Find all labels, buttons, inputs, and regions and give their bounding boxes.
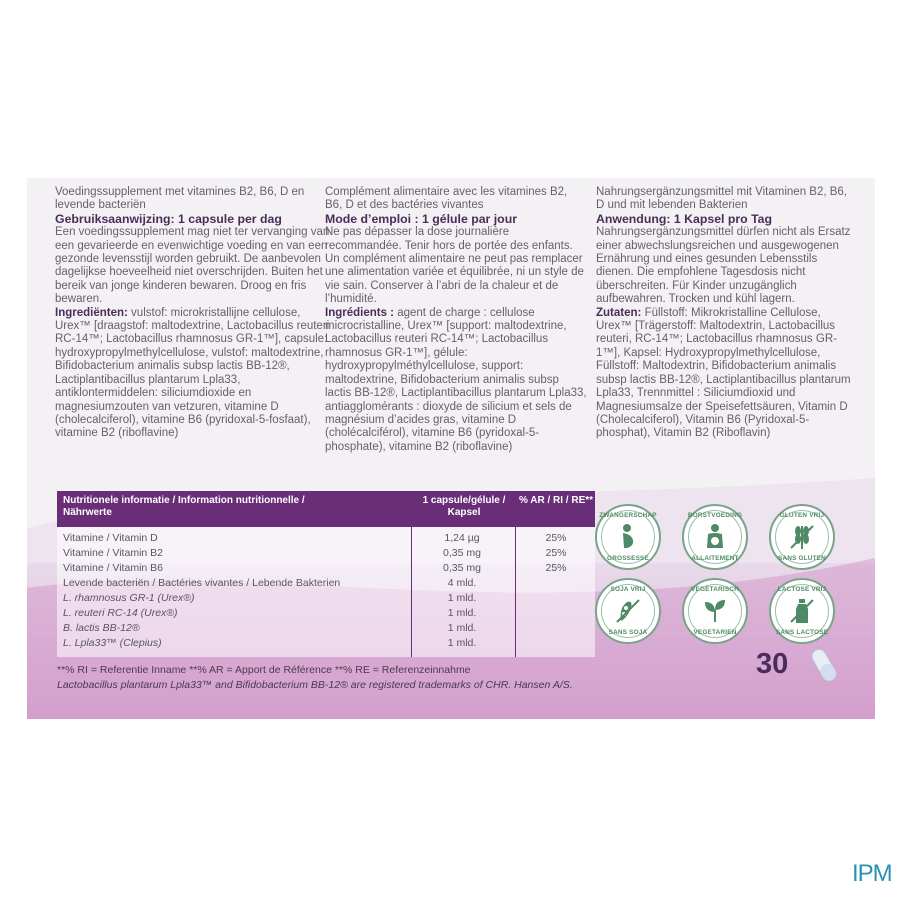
row-name: L. rhamnosus GR-1 (Urex®): [63, 592, 195, 604]
row-name: L. reuteri RC-14 (Urex®): [63, 607, 178, 619]
column-french: [325, 186, 587, 454]
nutrition-table: [57, 491, 595, 655]
row-amount: 1,24 µg: [444, 532, 480, 544]
badge-bottom-text: ALLAITEMENT: [691, 555, 739, 562]
nl-ingredients-title: Ingrediënten:: [55, 306, 128, 319]
table-row: [57, 636, 595, 650]
nl-usage-text: Een voedingssupplement mag niet ter vervanging van een gevarieerde en evenwichtige voeding en van een gezonde levensstijl worden gebruikt. De aanbevolen dagelijkse hoeveelheid niet overschrijden. Buiten het bereik van jonge kinderen bewaren. Droog en fris bewaren.: [55, 226, 330, 306]
ipm-logo: IPM: [852, 860, 892, 887]
row-name: Vitamine / Vitamin B2: [63, 547, 163, 559]
table-row: [57, 591, 595, 605]
row-name: B. lactis BB-12®: [63, 622, 140, 634]
wheat-icon: [787, 522, 817, 552]
row-amount: 0,35 mg: [443, 547, 481, 559]
badge-breastfeeding: [682, 504, 748, 570]
row-ri: 25%: [545, 562, 567, 574]
capsule-count: 30: [756, 648, 789, 680]
row-name: Vitamine / Vitamin D: [63, 532, 158, 544]
pregnancy-icon: [613, 522, 643, 552]
table-row: [57, 531, 595, 545]
de-usage-title: Anwendung: 1 Kapsel pro Tag: [596, 211, 773, 226]
badge-lactose-free: [769, 578, 835, 644]
badge-soy-free: [595, 578, 661, 644]
row-ri: 25%: [545, 547, 567, 559]
row-name: Levende bacteriën / Bactéries vivantes / Lebende Bakterien: [63, 577, 341, 589]
header-label: Nutritionele informatie / Information nutritionnelle / Nährwerte: [63, 495, 305, 518]
header-dose: 1 capsule/gélule / Kapsel: [422, 495, 506, 518]
row-ri: 25%: [545, 532, 567, 544]
row-amount: 4 mld.: [447, 577, 477, 589]
leaf-icon: [700, 596, 730, 626]
badge-top-text: VEGETARISCH: [691, 586, 739, 593]
fr-usage-text: Ne pas dépasser la dose journalière recommandée. Tenir hors de portée des enfants. Un complément alimentaire ne peut pas remplacer une alimentation variée et équilibrée, ni un style de vie sain. Conserver à l’abri de la chaleur et de l’humidité.: [325, 226, 584, 306]
badge-gluten-free: [769, 504, 835, 570]
package-back-panel: [27, 178, 875, 719]
badge-bottom-text: SANS GLUTEN: [777, 555, 826, 562]
row-name: Vitamine / Vitamin B6: [63, 562, 163, 574]
badge-vegetarian: [682, 578, 748, 644]
badge-bottom-text: GROSSESSE: [607, 555, 649, 562]
nl-ingredients-text: vulstof: microkristallijne cellulose, Urex™ [draagstof: maltodextrine, Lactobacillus reuteri RC-14™; Lactobacillus rhamnosus GR-1™], capsule: hydroxypropylmethylcellulose, vulstof: maltodextrine, Bifidobacterium animalis subsp lactis BB-12®, Lactiplantibacillus plantarum Lpla33, antiklontermiddelen: siliciumdioxide en magnesiumzouten van vetzuren, vitamine D (cholecalciferol), vitamine B6 (pyridoxal-5-fosfaat), vitamine B2 (riboflavine): [55, 306, 330, 440]
row-amount: 1 mld.: [447, 607, 477, 619]
nutrition-table-body: [57, 527, 595, 657]
fr-ingredients-text: agent de charge : cellulose microcristalline, Urex™ [support: maltodextrine, Lactobacillus reuteri RC-14™; Lactobacillus rhamnosus GR-1™], gélule: hydroxypropylméthylcellulose, support: maltodextrine, Bifidobacterium animalis subsp lactis BB-12®, Lactiplantibacillus plantarum Lpla33, antiagglomérants : dioxyde de silicium et sels de magnésium d’acides gras, vitamine D (cholécalciférol), vitamine B6 (pyridoxal-5-phosphate), vitamine B2 (riboflavine): [325, 306, 587, 453]
fr-usage-title: Mode d’emploi : 1 gélule par jour: [325, 211, 517, 226]
badge-top-text: LACTOSE VRIJ: [777, 586, 827, 593]
de-usage-text: Nahrungsergänzungsmittel dürfen nicht als Ersatz einer abwechslungsreichen und ausgewogenen Ernährung und eines gesunden Lebensstils dienen. Die empfohlene Tagesdosis nicht überschreiten. Für Kinder unzugänglich aufbewahren. Trocken und kühl lagern.: [596, 226, 851, 306]
badge-bottom-text: VEGETARIEN: [693, 629, 737, 636]
table-row: [57, 606, 595, 620]
de-intro: Nahrungsergänzungsmittel mit Vitaminen B2, B6, D und mit lebenden Bakterien: [596, 186, 848, 212]
badge-pregnancy: [595, 504, 661, 570]
footnote-trademark: Lactobacillus plantarum Lpla33™ and Bifidobacterium BB-12® are registered trademarks of CHR. Hansen A/S.: [57, 679, 573, 691]
badge-top-text: GLUTEN VRIJ: [779, 512, 825, 519]
badge-top-text: ZWANGERSCHAP: [599, 512, 657, 519]
header-ri: % AR / RI / RE**: [518, 495, 594, 506]
row-amount: 1 mld.: [447, 637, 477, 649]
de-ingredients-title: Zutaten:: [596, 306, 642, 319]
soy-icon: [613, 596, 643, 626]
column-dutch: [55, 186, 333, 441]
table-row: [57, 546, 595, 560]
fr-intro: Complément alimentaire avec les vitamines B2, B6, D et des bactéries vivantes: [325, 186, 568, 212]
table-row: [57, 621, 595, 635]
capsule-icon: [809, 646, 839, 684]
column-german: [596, 186, 858, 441]
table-row: [57, 576, 595, 590]
badge-top-text: BORSTVOEDING: [687, 512, 743, 519]
row-amount: 1 mld.: [447, 622, 477, 634]
nl-intro: Voedingssupplement met vitamines B2, B6, D en levende bacteriën: [55, 186, 305, 212]
row-name: L. Lpla33™ (Clepius): [63, 637, 162, 649]
footnote-reference-intake: **% RI = Referentie Inname **% AR = Apport de Référence **% RE = Referenzeinnahme: [57, 664, 471, 676]
de-ingredients-text: Füllstoff: Mikrokristalline Cellulose, Urex™ [Trägerstoff: Maltodextrin, Lactobacillus reuteri, RC-14™; Lactobacillus rhamnosus GR-1™], Kapsel: Hydroxypropylmethylcellulose, Füllstoff: Maltodextrin, Bifidobacterium animalis subsp lactis BB-12®, Lactiplantibacillus plantarum Lpla33, Trennmittel : Siliciumdioxid und Magnesiumsalze der Speisefettsäuren, Vitamin D (Cholecalciferol), Vitamin B6 (Pyridoxal-5-phosphat), Vitamin B2 (Riboflavin): [596, 306, 851, 440]
badge-bottom-text: SANS SOJA: [608, 629, 648, 636]
row-amount: 1 mld.: [447, 592, 477, 604]
nl-usage-title: Gebruiksaanwijzing: 1 capsule per dag: [55, 211, 282, 226]
milk-bottle-icon: [787, 596, 817, 626]
row-amount: 0,35 mg: [443, 562, 481, 574]
breastfeeding-icon: [700, 522, 730, 552]
nutrition-table-header: [57, 491, 595, 527]
badge-top-text: SOJA VRIJ: [610, 586, 646, 593]
table-row: [57, 561, 595, 575]
fr-ingredients-title: Ingrédients :: [325, 306, 395, 319]
badge-bottom-text: SANS LACTOSE: [775, 629, 829, 636]
